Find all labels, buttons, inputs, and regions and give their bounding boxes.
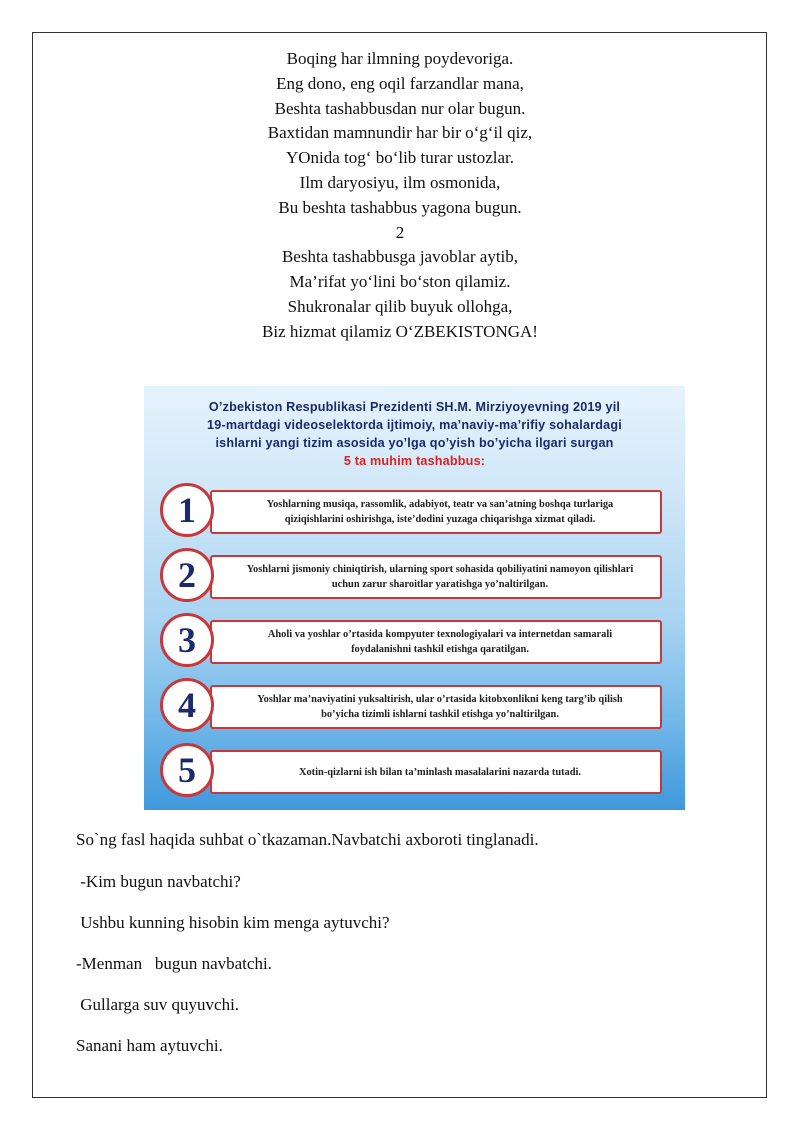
- initiative-text: Yoshlar ma’naviyatini yuksaltirish, ular o’rtasida kitobxonlikni keng targ’ib qilish bo’yicha tizimli ishlarni tashkil etishga yo’naltirilgan.: [210, 685, 662, 729]
- initiatives-poster: [144, 386, 685, 810]
- poem-line: Eng dono, eng oqil farzandlar mana,: [276, 73, 524, 93]
- dialogue-line: -Menman bugun navbatchi.: [76, 954, 272, 973]
- initiative-number-badge: 5: [160, 743, 214, 797]
- poster-title-line: 19-martdagi videoselektorda ijtimoiy, ma’naviy-ma’rifiy sohalardagi: [207, 418, 622, 432]
- poster-title-line: ishlarni yangi tizim asosida yo’lga qo’yish bo’yicha ilgari surgan: [215, 436, 614, 450]
- poster-subtitle: 5 ta muhim tashabbus:: [343, 454, 486, 468]
- initiative-number-badge: 2: [160, 548, 214, 602]
- poster-title: [144, 398, 685, 470]
- initiative-text: Yoshlarning musiqa, rassomlik, adabiyot, teatr va san’atning boshqa turlariga qiziqishlarini oshirishga, iste’dodini yuzaga chiqarishga xizmat qiladi.: [210, 490, 662, 534]
- initiative-item: [158, 483, 670, 541]
- initiative-number-badge: 4: [160, 678, 214, 732]
- poem-line: Beshta tashabbusga javoblar aytib,: [281, 247, 519, 267]
- poem-line: Beshta tashabbusdan nur olar bugun.: [274, 98, 526, 118]
- poem-line: Bu beshta tashabbus yagona bugun.: [278, 197, 522, 217]
- poem: [0, 47, 800, 345]
- poster-title-line: O’zbekiston Respublikasi Prezidenti SH.M. Mirziyoyevning 2019 yil: [208, 400, 621, 414]
- initiative-item: [158, 743, 670, 801]
- poem-line: Boqing har ilmning poydevoriga.: [286, 49, 514, 68]
- initiative-item: [158, 678, 670, 736]
- dialogue-line: -Kim bugun navbatchi?: [76, 872, 241, 891]
- dialogue-line: So`ng fasl haqida suhbat o`tkazaman.Navbatchi axboroti tinglanadi.: [76, 830, 539, 849]
- initiative-text: Aholi va yoshlar o’rtasida kompyuter texnologiyalari va internetdan samarali foydalanishni tashkil etishga qaratilgan.: [210, 620, 662, 664]
- initiative-item: [158, 548, 670, 606]
- poem-stanza-number: 2: [395, 222, 405, 242]
- poem-line: Baxtidan mamnundir har bir o‘g‘il qiz,: [267, 123, 533, 143]
- poem-line: Shukronalar qilib buyuk ollohga,: [287, 296, 513, 316]
- initiative-text: Yoshlarni jismoniy chiniqtirish, ularning sport sohasida qobiliyatini namoyon qilishlari uchun zarur sharoitlar yaratishga yo’naltirilgan.: [210, 555, 662, 599]
- poem-line: Ilm daryosiyu, ilm osmonida,: [299, 172, 501, 192]
- initiative-number-badge: 1: [160, 483, 214, 537]
- initiative-number-badge: 3: [160, 613, 214, 667]
- dialogue-line: Gullarga suv quyuvchi.: [76, 995, 240, 1014]
- poem-line: Ma’rifat yo‘lini bo‘ston qilamiz.: [289, 272, 511, 292]
- dialogue-line: Sanani ham aytuvchi.: [76, 1036, 223, 1055]
- poem-line: YOnida tog‘ bo‘lib turar ustozlar.: [285, 148, 515, 168]
- poem-line: Biz hizmat qilamiz O‘ZBEKISTONGA!: [262, 321, 538, 341]
- initiative-text: Xotin-qizlarni ish bilan ta’minlash masalalarini nazarda tutadi.: [210, 750, 662, 794]
- dialogue-line: Ushbu kunning hisobin kim menga aytuvchi?: [76, 913, 390, 932]
- initiative-item: [158, 613, 670, 671]
